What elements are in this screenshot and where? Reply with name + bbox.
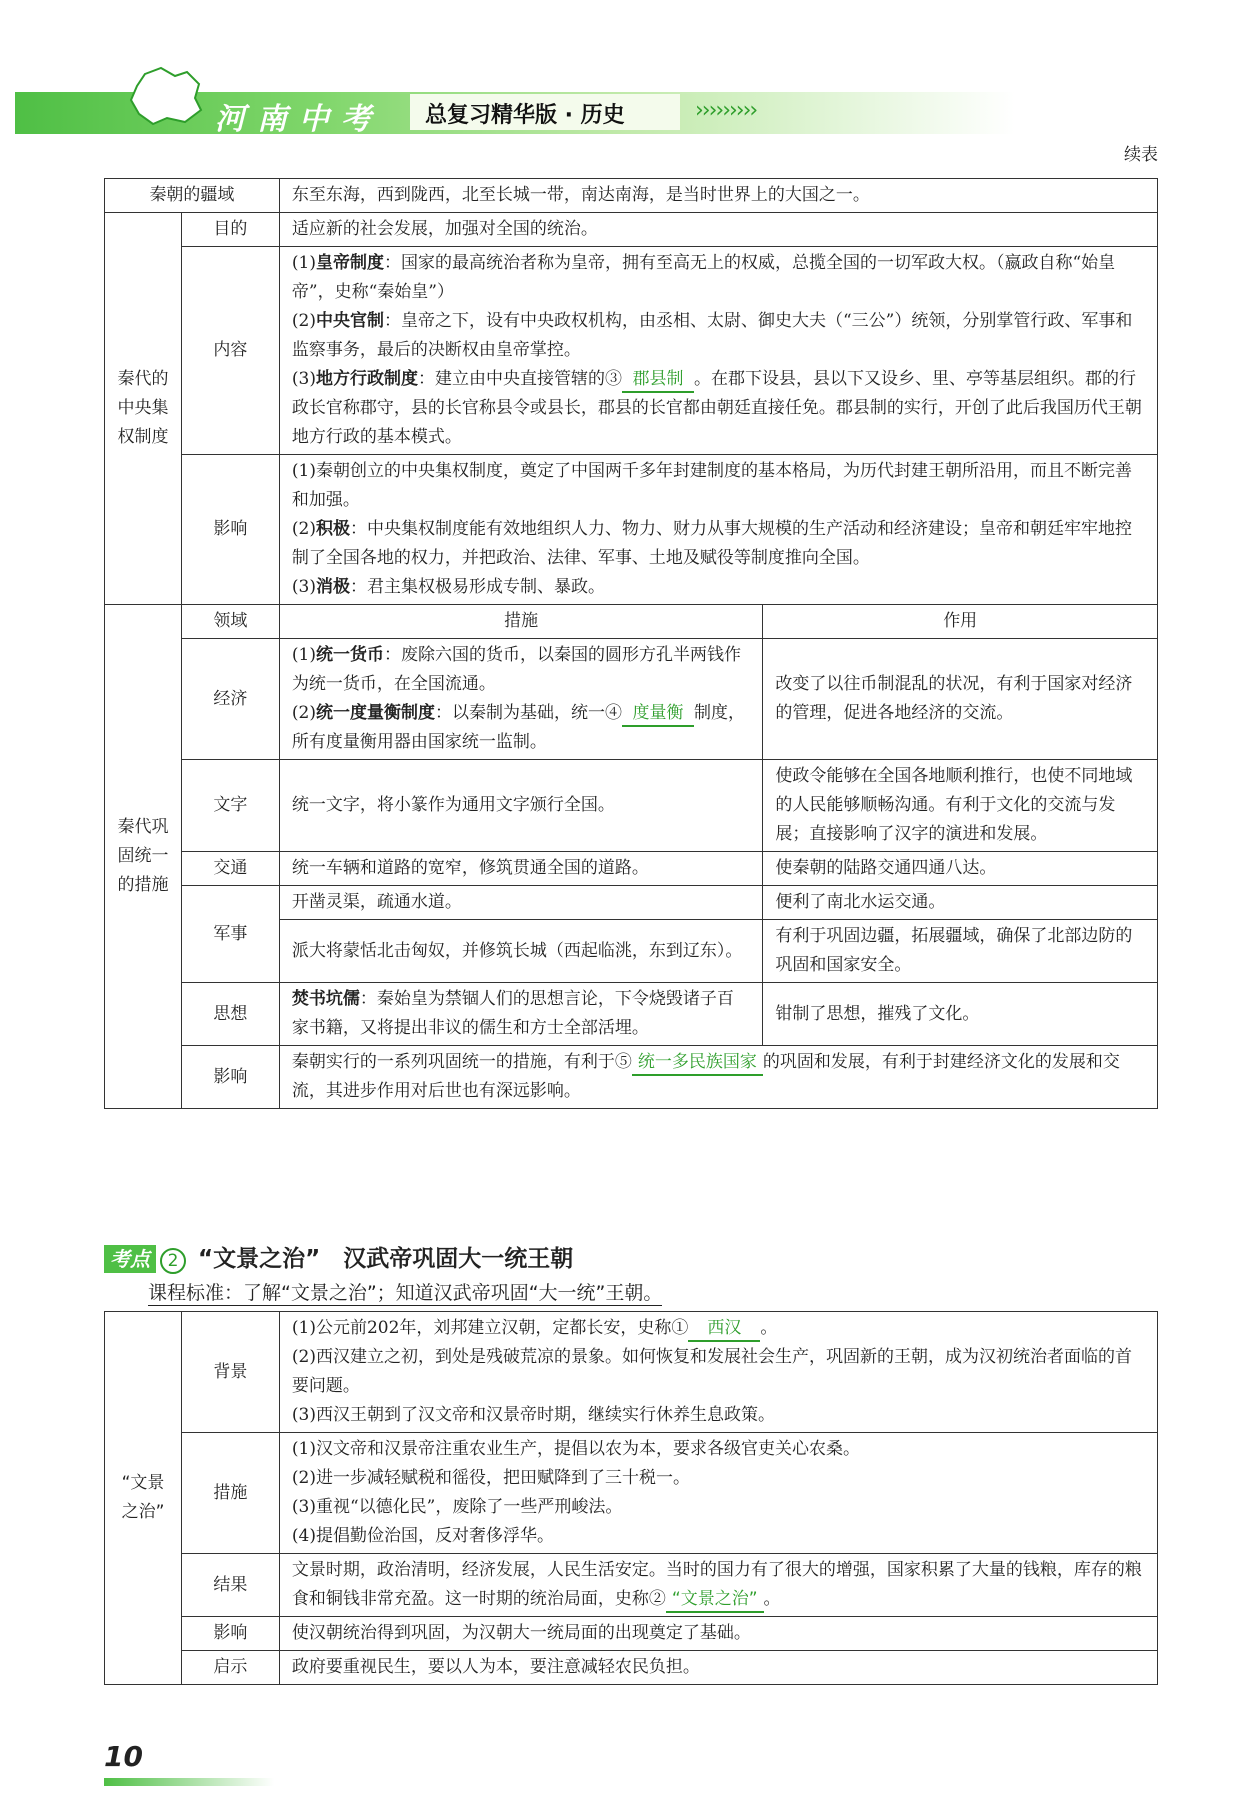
table-row bbox=[105, 983, 1158, 1046]
wenjing-label: “文景之治” bbox=[105, 1312, 182, 1685]
econ-m2-key: 统一度量衡制度 bbox=[315, 703, 435, 723]
table-row bbox=[105, 1433, 1158, 1554]
military-effect-1: 便利了南北水运交通。 bbox=[763, 886, 1158, 920]
brand-title: 河南中考 bbox=[215, 102, 383, 137]
m1: (1)汉文帝和汉景帝注重农业生产，提倡以农为本，要求各级官吏关心农桑。 bbox=[291, 1439, 860, 1459]
thought-effect: 钳制了思想，摧残了文化。 bbox=[763, 983, 1158, 1046]
c3-pre: ：建立由中央直接管辖的③ bbox=[417, 369, 622, 389]
answer-3: 郡县制 bbox=[622, 367, 694, 393]
content-label: 内容 bbox=[181, 247, 279, 455]
insight-text: 政府要重视民生，要以人为本，要注意减轻农民负担。 bbox=[279, 1651, 1157, 1685]
military-measure-2: 派大将蒙恬北击匈奴，并修筑长城（西起临洮，东到辽东）。 bbox=[279, 920, 763, 983]
c3-post: 。在郡下设县，县以下又设乡、里、亭等基层组织。郡的行政长官称郡守，县的长官称县令或县长，郡县的长官都由朝廷直接任免。郡县制的实行，开创了此后我国历代王朝地方行政的基本模式。 bbox=[291, 369, 1142, 447]
book-title: 总复习精华版 · 历史 bbox=[425, 103, 625, 128]
military-label: 军事 bbox=[181, 886, 279, 983]
table-row bbox=[105, 886, 1158, 920]
continued-label: 续表 bbox=[1124, 145, 1158, 165]
answer-4: 度量衡 bbox=[622, 701, 694, 727]
table-row bbox=[105, 605, 1158, 639]
wenjing-table bbox=[104, 1311, 1158, 1685]
table-row bbox=[105, 639, 1158, 760]
territory-label: 秦朝的疆域 bbox=[105, 179, 280, 213]
answer-5: 统一多民族国家 bbox=[632, 1050, 763, 1076]
c1-key: 皇帝制度 bbox=[315, 253, 384, 273]
unify-impact-label: 影响 bbox=[181, 1046, 279, 1109]
table-row bbox=[105, 1312, 1158, 1433]
bg2: (2)西汉建立之初，到处是残破荒凉的景象。如何恢复和发展社会生产，巩固新的王朝，成为汉初统治者面临的首要问题。 bbox=[291, 1347, 1132, 1396]
table-row bbox=[105, 247, 1158, 455]
answer-2: “文景之治” bbox=[666, 1587, 764, 1613]
econ-effect: 改变了以往币制混乱的状况，有利于国家对经济的管理，促进各地经济的交流。 bbox=[763, 639, 1158, 760]
m3: (3)重视“以德化民”，废除了一些严刑峻法。 bbox=[291, 1497, 623, 1517]
table-row bbox=[105, 455, 1158, 605]
wj-impact-text: 使汉朝统治得到巩固，为汉朝大一统局面的出现奠定了基础。 bbox=[279, 1617, 1157, 1651]
econ-m1-text: ：废除六国的货币，以秦国的圆形方孔半两钱作为统一货币，在全国流通。 bbox=[291, 645, 741, 694]
table-row bbox=[105, 1046, 1158, 1109]
thought-key: 焚书坑儒 bbox=[291, 989, 360, 1009]
bg1-post: 。 bbox=[760, 1318, 778, 1338]
c2-text: ：皇帝之下，设有中央政权机构，由丞相、太尉、御史大夫（“三公”）统领，分别掌管行政、军事和监察事务，最后的决断权由皇帝掌控。 bbox=[291, 311, 1133, 360]
c1-text: ：国家的最高统治者称为皇帝，拥有至高无上的权威，总揽全国的一切军政大权。（嬴政自称“始皇帝”，史称“秦始皇”） bbox=[291, 253, 1116, 302]
m4: (4)提倡勤俭治国，反对奢侈浮华。 bbox=[291, 1526, 554, 1546]
bg1-pre: (1)公元前202年，刘邦建立汉朝，定都长安，史称① bbox=[291, 1318, 689, 1338]
table-row bbox=[105, 760, 1158, 852]
result-cell bbox=[279, 1554, 1157, 1617]
kaodian-title: “文景之治” 汉武帝巩固大一统王朝 bbox=[198, 1246, 574, 1272]
i3-key: 消极 bbox=[315, 577, 350, 597]
table-row bbox=[105, 1651, 1158, 1685]
answer-1: 西汉 bbox=[688, 1316, 760, 1342]
measure-cell bbox=[279, 1433, 1157, 1554]
arrows-decoration: ››››››››› bbox=[695, 98, 757, 123]
c2-key: 中央官制 bbox=[315, 311, 384, 331]
measure-label: 措施 bbox=[181, 1433, 279, 1554]
writing-measure: 统一文字，将小篆作为通用文字颁行全国。 bbox=[279, 760, 763, 852]
content-cell: (1)皇帝制度：国家的最高统治者称为皇帝，拥有至高无上的权威，总揽全国的一切军政大权。（嬴政自称“始皇帝”，史称“秦始皇”） (2)中央官制：皇帝之下，设有中央政权机构，由丞相、太尉、御史大夫（“三公”）统领，分别掌管行政、军事和监察事务，最后的决断权由皇帝掌控。 (3)地方行政制度：建立由中央直接管辖的③ 郡县制 。在郡下设县，县以下又设乡、里、亭等基层组织。郡的行政长官称郡守，县的长官称县令或县长，郡县的长官都由朝廷直接任免。郡县制的实行，开创了此后我国历代王朝地方行政的基本模式。 bbox=[279, 247, 1157, 455]
wj-impact-label: 影响 bbox=[181, 1617, 279, 1651]
qin-table bbox=[104, 178, 1158, 1109]
table-row bbox=[105, 213, 1158, 247]
m2: (2)进一步减轻赋税和徭役，把田赋降到了三十税一。 bbox=[291, 1468, 690, 1488]
purpose-label: 目的 bbox=[181, 213, 279, 247]
writing-effect: 使政令能够在全国各地顺利推行，也使不同地域的人民能够顺畅沟通。有利于文化的交流与发展；直接影响了汉字的演进和发展。 bbox=[763, 760, 1158, 852]
impact-label: 影响 bbox=[181, 455, 279, 605]
econ-measure: (1)统一货币：废除六国的货币，以秦国的圆形方孔半两钱作为统一货币，在全国流通。 (2)统一度量衡制度：以秦制为基础，统一④ 度量衡 制度，所有度量衡用器由国家统一监制。 bbox=[279, 639, 763, 760]
thought-text: ：秦始皇为禁锢人们的思想言论，下令烧毁诸子百家书籍，又将提出非议的儒生和方士全部活埋。 bbox=[291, 989, 734, 1038]
col-field-header: 领域 bbox=[181, 605, 279, 639]
econ-m2-pre: ：以秦制为基础，统一④ bbox=[434, 703, 622, 723]
col-measure-header: 措施 bbox=[279, 605, 763, 639]
henan-map-icon bbox=[125, 66, 205, 126]
econ-m1-key: 统一货币 bbox=[315, 645, 384, 665]
c3-key: 地方行政制度 bbox=[315, 369, 418, 389]
insight-label: 启示 bbox=[181, 1651, 279, 1685]
table-row bbox=[105, 852, 1158, 886]
military-effect-2: 有利于巩固边疆，拓展疆域，确保了北部边防的巩固和国家安全。 bbox=[763, 920, 1158, 983]
page-number: 10 bbox=[104, 1740, 143, 1773]
page-number-bar bbox=[104, 1778, 274, 1786]
result-label: 结果 bbox=[181, 1554, 279, 1617]
table-row bbox=[105, 1617, 1158, 1651]
writing-label: 文字 bbox=[181, 760, 279, 852]
econ-m2-post: 制度，所有度量衡用器由国家统一监制。 bbox=[291, 703, 745, 752]
result-pre: 文景时期，政治清明，经济发展，人民生活安定。当时的国力有了很大的增强，国家积累了大量的钱粮，库存的粮食和铜钱非常充盈。这一时期的统治局面，史称② bbox=[291, 1560, 1142, 1609]
transport-measure: 统一车辆和道路的宽窄，修筑贯通全国的道路。 bbox=[279, 852, 763, 886]
bg3: (3)西汉王朝到了汉文帝和汉景帝时期，继续实行休养生息政策。 bbox=[291, 1405, 775, 1425]
transport-effect: 使秦朝的陆路交通四通八达。 bbox=[763, 852, 1158, 886]
i3-text: ：君主集权极易形成专制、暴政。 bbox=[349, 577, 605, 597]
table-row bbox=[105, 1554, 1158, 1617]
course-standard: 课程标准：了解“文景之治”；知道汉武帝巩固“大一统”王朝。 bbox=[148, 1278, 662, 1306]
i2-key: 积极 bbox=[315, 519, 350, 539]
kaodian-tag: 考点 bbox=[104, 1245, 156, 1273]
col-effect-header: 作用 bbox=[763, 605, 1158, 639]
thought-label: 思想 bbox=[181, 983, 279, 1046]
kaodian-number: 2 bbox=[160, 1248, 186, 1274]
kaodian-heading bbox=[104, 1240, 574, 1272]
econ-label: 经济 bbox=[181, 639, 279, 760]
transport-label: 交通 bbox=[181, 852, 279, 886]
table-row bbox=[105, 179, 1158, 213]
impact-cell: (1)秦朝创立的中央集权制度，奠定了中国两千多年封建制度的基本格局，为历代封建王朝所沿用，而且不断完善和加强。 (2)积极：中央集权制度能有效地组织人力、物力、财力从事大规模的生产活动和经济建设；皇帝和朝廷牢牢地控制了全国各地的权力，并把政治、法律、军事、土地及赋役等制度推向全国。 (3)消极：君主集权极易形成专制、暴政。 bbox=[279, 455, 1157, 605]
unify-label: 秦代巩固统一的措施 bbox=[105, 605, 182, 1109]
unify-impact-pre: 秦朝实行的一系列巩固统一的措施，有利于⑤ bbox=[291, 1052, 632, 1072]
result-post: 。 bbox=[763, 1589, 781, 1609]
thought-measure bbox=[279, 983, 763, 1046]
i1-text: 秦朝创立的中央集权制度，奠定了中国两千多年封建制度的基本格局，为历代封建王朝所沿用，而且不断完善和加强。 bbox=[291, 461, 1132, 510]
unify-impact-post: 的巩固和发展，有利于封建经济文化的发展和交流，其进步作用对后世也有深远影响。 bbox=[291, 1052, 1120, 1101]
page-header bbox=[15, 92, 1015, 137]
background-label: 背景 bbox=[181, 1312, 279, 1433]
i2-text: ：中央集权制度能有效地组织人力、物力、财力从事大规模的生产活动和经济建设；皇帝和朝廷牢牢地控制了全国各地的权力，并把政治、法律、军事、土地及赋役等制度推向全国。 bbox=[291, 519, 1132, 568]
central-label: 秦代的中央集权制度 bbox=[105, 213, 182, 605]
background-cell bbox=[279, 1312, 1157, 1433]
territory-text: 东至东海，西到陇西，北至长城一带，南达南海，是当时世界上的大国之一。 bbox=[279, 179, 1157, 213]
unify-impact-text bbox=[279, 1046, 1157, 1109]
purpose-text: 适应新的社会发展，加强对全国的统治。 bbox=[279, 213, 1157, 247]
military-measure-1: 开凿灵渠，疏通水道。 bbox=[279, 886, 763, 920]
